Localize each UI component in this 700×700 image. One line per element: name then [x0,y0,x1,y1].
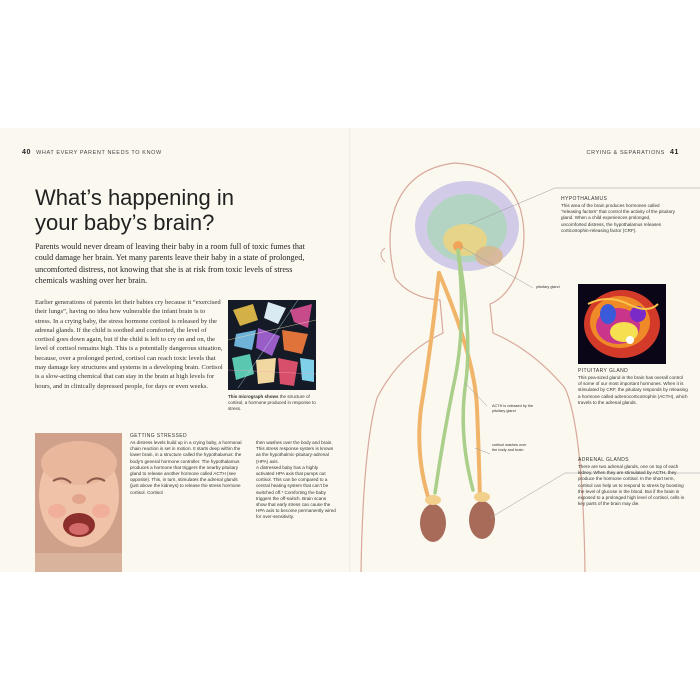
getting-stressed-column-1: As distress levels build up in a crying baby, a hormonal chain reaction is set in motion. It starts deep within the lower brain, in a structure called the hypothalamus: the body’s general hormone controller. The hypothalamus produces a hormone that triggers the nearby pituitary gland to release another hormone called ACTH (see opposite). This, in turn, stimulates the adrenal glands (just above the kidneys) to release the stress hormone cortisol. Cortisol [130,440,242,495]
left-page-number: 40 [22,149,31,156]
getting-stressed-heading: GETTING STRESSED [130,433,187,439]
crying-baby-photo [35,433,122,572]
hypothalamus-text: This area of the brain produces hormones called “releasing factors” that control the activity of the pituitary gland. When a child experiences prolonged, uncomforted distress, the hypothalamus releases corticotrophin-releasing factor (CRF). [561,203,675,233]
right-page-number: 41 [670,149,679,156]
left-folio [19,149,162,156]
hypothalamus-heading: HYPOTHALAMUS [561,196,608,202]
body-paragraph: Earlier generations of parents let their babies cry because it “exercised their lungs”, having no idea how vulnerable the infant brain is to stress. In a crying baby, the stress hormone cortisol is released by the adrenal glands. If the child is soothed and comforted, the level of cortisol goes down again, but if the child is left to cry on and on, the level of cortisol remains high. This is a potentially dangerous situation, because, over a prolonged period, cortisol can reach toxic levels that may damage key structures and systems in a developing brain. Cortisol is a slow-acting chemical that can stay in the brain at high levels for hours, and in clinically depressed people, for days or even weeks. [35,299,223,390]
getting-stressed-column-2: then washes over the body and brain. This stress response system is known as the hypothalmic-pituitary-adrenal (HPA) axis. A distressed baby has a highly activated HPA axis that pumps out cortisol. This can be compared to a central heating system that can’t be switched off.* Comforting the baby triggers the off-switch. Brain scans show that early stress can cause the HPA axis to become permanently wired for over-sensitivity. [256,440,336,520]
pituitary-mri-scan [578,284,666,364]
right-kidney [469,501,495,539]
micrograph-caption-bold: This micrograph shows [228,394,279,399]
left-running-head: WHAT EVERY PARENT NEEDS TO KNOW [36,150,162,156]
micrograph-caption [228,394,318,412]
headline: What’s happening in your baby’s brain? [35,185,234,235]
left-kidney [420,504,446,542]
cortisol-pathway [419,273,439,503]
acth-callout: ACTH is released by the pituitary gland [492,404,534,413]
right-running-head: CRYING & SEPARATIONS [586,150,665,156]
cortisol-callout: cortisol washes over the body and brain [492,443,527,452]
pituitary-callout: pituitary gland [536,285,560,289]
book-spread [0,128,700,572]
pituitary-text: This pea-sized gland in the brain has overall control of some of our most important hormones. When it is stimulated by CRF, the pituitary responds by releasing a hormone called adrenocorticotrophin (ACTH), which travels to the adrenal glands. [578,375,688,405]
micrograph-caption-text: the structure of cortisol, a hormone produced in response to stress. [228,394,316,411]
adrenal-text: There are two adrenal glands, one on top of each kidney. When they are stimulated by ACTH, they produce the hormone cortisol. In the short term, cortisol can help us to respond to stress by boosting the level of glucose in the blood. But if the brain is exposed to a prolonged high level of cortisol, cells in key parts of the brain may die. [578,464,685,507]
cortisol-micrograph [228,300,316,390]
pituitary-heading: PITUITARY GLAND [578,368,629,374]
intro-paragraph: Parents would never dream of leaving their baby in a room full of toxic fumes that could damage her brain. Yet many parents leave their baby in a state of prolonged, uncomforted distress, not knowing that she is at risk from toxic levels of stress chemicals washing over her brain. [35,242,305,285]
adrenal-heading: ADRENAL GLANDS [578,457,629,463]
page-gutter [349,128,351,572]
